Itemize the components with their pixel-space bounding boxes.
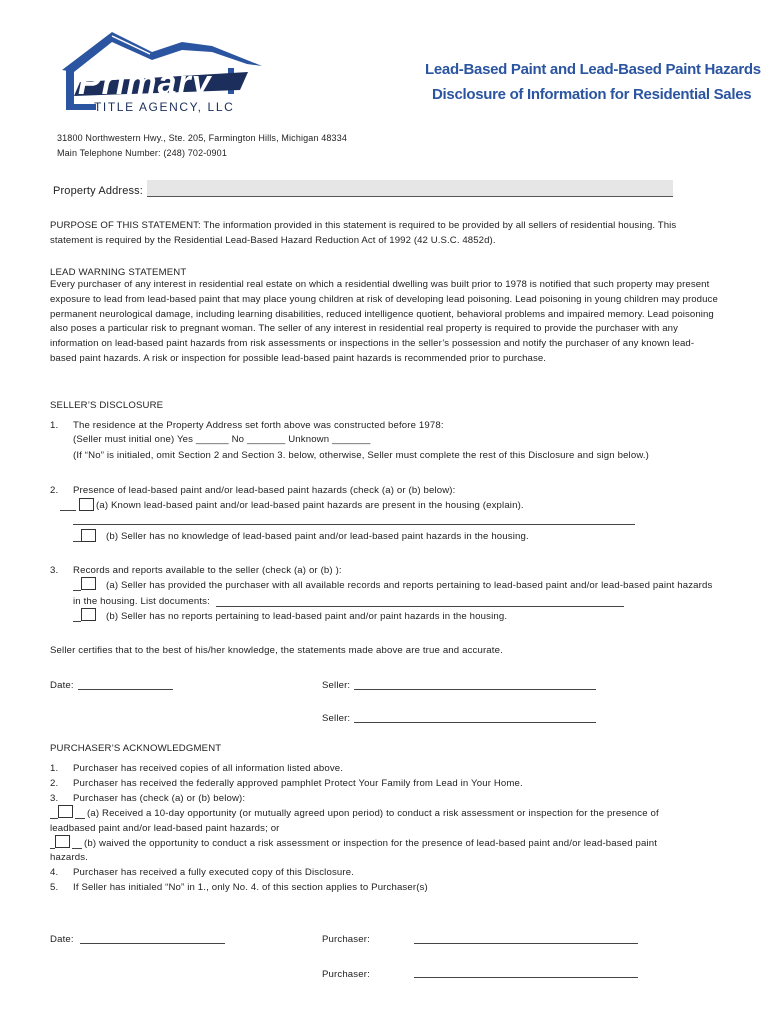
seller-2a-checkbox[interactable] <box>79 498 94 511</box>
checkbox-underline <box>73 621 81 622</box>
seller-item1-note: (If “No” is initialed, omit Section 2 and Section 3. below, otherwise, Seller must complete the rest of this Disclosure and sign below.) <box>73 450 650 461</box>
purchaser-item3: Purchaser has (check (a) or (b) below): <box>73 793 246 804</box>
purchaser-item-number: 2. <box>50 778 59 789</box>
purpose-statement: PURPOSE OF THIS STATEMENT: The information provided in this statement is required to be provided by all sellers of residential housing. This statement is required by the Residential Lead-Based Hazard Reduction Act of 1992 (42 U.S.C. 4852d). <box>50 220 677 246</box>
seller-certification: Seller certifies that to the best of his/her knowledge, the statements made above are true and accurate. <box>50 645 503 656</box>
list-documents-line[interactable] <box>216 606 624 607</box>
warning-text: Every purchaser of any interest in residential real estate on which a residential dwelling was built prior to 1978 is notified that such property may present exposure to lead from lead-based paint that may place young children at risk of developing lead poisoning. Lead poisoning in young children may produce permanent neurological damage, including learning disabilities, reduced intelligence quotient, behavioral problems and impaired memory. Lead poisoning also poses a particular risk to pregnant woman. The seller of any interest in residential real property is required to provide the purchaser with any information on lead-based paint hazards from risk assessments or inspections in the seller’s possession and notify the purchaser of any known lead-based paint hazards. A risk or inspection for possible lead-based paint hazards is recommended prior to purchase. <box>50 279 718 364</box>
purchaser-3a-text: (a) Received a 10-day opportunity (or mutually agreed upon period) to conduct a risk assessment or inspection for the presence of <box>87 808 659 819</box>
seller-item-number: 2. <box>50 485 59 496</box>
logo-subtitle: TITLE AGENCY, LLC <box>94 100 235 114</box>
seller-3a-text-cont: in the housing. List documents: <box>73 596 210 607</box>
purchaser-3a-text-cont: leadbased paint and/or lead-based paint hazards; or <box>50 823 280 834</box>
seller-signature-label: Seller: <box>322 713 351 724</box>
document-title-line1: Lead-Based Paint and Lead-Based Paint Hazards <box>425 61 761 78</box>
document-title-line2: Disclosure of Information for Residential Sales <box>432 86 752 103</box>
checkbox-underline <box>50 818 58 819</box>
seller-item-number: 3. <box>50 565 59 576</box>
purchaser-3b-text: (b) waived the opportunity to conduct a risk assessment or inspection for the presence of lead-based paint and/or lead-based paint <box>84 838 658 849</box>
seller-signature-label: Seller: <box>322 680 351 691</box>
seller-signature-line-2[interactable] <box>354 722 596 723</box>
purchaser-3b-text-cont: hazards. <box>50 852 88 863</box>
seller-item-number: 1. <box>50 420 59 431</box>
property-address-field[interactable] <box>147 180 673 197</box>
company-logo <box>52 24 282 119</box>
seller-3b-checkbox[interactable] <box>81 608 96 621</box>
explain-line[interactable] <box>73 524 635 525</box>
property-address-label: Property Address: <box>53 185 143 197</box>
seller-3a-text: (a) Seller has provided the purchaser with all available records and reports pertaining to lead-based paint and/or lead-based paint hazards <box>106 580 713 591</box>
seller-item1-text: The residence at the Property Address set forth above was constructed before 1978: <box>73 420 444 431</box>
checkbox-underline <box>72 848 82 849</box>
seller-2b-checkbox[interactable] <box>81 529 96 542</box>
seller-3b-text: (b) Seller has no reports pertaining to lead-based paint and/or paint hazards in the housing. <box>106 611 508 622</box>
seller-initials-line[interactable]: (Seller must initial one) Yes ______ No _______ Unknown _______ <box>73 434 371 445</box>
checkbox-underline <box>60 510 76 511</box>
purchaser-item2: Purchaser has received the federally approved pamphlet Protect Your Family from Lead in Your Home. <box>73 778 523 789</box>
purchaser-item-number: 4. <box>50 867 59 878</box>
seller-signature-line-1[interactable] <box>354 689 596 690</box>
checkbox-underline <box>73 541 81 542</box>
checkbox-underline <box>73 590 81 591</box>
purchaser-item-number: 5. <box>50 882 59 893</box>
purchaser-signature-label: Purchaser: <box>322 969 370 980</box>
company-address: 31800 Northwestern Hwy., Ste. 205, Farmington Hills, Michigan 48334 <box>57 133 348 143</box>
purchaser-signature-line-2[interactable] <box>414 977 638 978</box>
purchaser-heading: PURCHASER’S ACKNOWLEDGMENT <box>50 743 222 754</box>
checkbox-underline <box>50 848 55 849</box>
seller-date-line[interactable] <box>78 689 173 690</box>
checkbox-underline <box>75 818 85 819</box>
warning-heading: LEAD WARNING STATEMENT <box>50 267 187 278</box>
logo-brand-text: Primary <box>78 64 212 102</box>
seller-3a-checkbox[interactable] <box>81 577 96 590</box>
purchaser-date-line[interactable] <box>80 943 225 944</box>
seller-date-label: Date: <box>50 680 74 691</box>
purchaser-signature-label: Purchaser: <box>322 934 370 945</box>
company-phone: Main Telephone Number: (248) 702-0901 <box>57 148 227 158</box>
purchaser-item4: Purchaser has received a fully executed copy of this Disclosure. <box>73 867 355 878</box>
seller-disclosure-heading: SELLER’S DISCLOSURE <box>50 400 164 411</box>
seller-item3-text: Records and reports available to the seller (check (a) or (b) ): <box>73 565 342 576</box>
seller-2a-text: (a) Known lead-based paint and/or lead-based paint hazards are present in the housing (explain). <box>96 500 524 511</box>
purchaser-date-label: Date: <box>50 934 74 945</box>
purchaser-item-number: 1. <box>50 763 59 774</box>
purchaser-item-number: 3. <box>50 793 59 804</box>
seller-item2-text: Presence of lead-based paint and/or lead-based paint hazards (check (a) or (b) below): <box>73 485 456 496</box>
purchaser-signature-line-1[interactable] <box>414 943 638 944</box>
purchaser-item1: Purchaser has received copies of all information listed above. <box>73 763 344 774</box>
purchaser-3b-checkbox[interactable] <box>55 835 70 848</box>
seller-2b-text: (b) Seller has no knowledge of lead-based paint and/or lead-based paint hazards in the housing. <box>106 531 529 542</box>
purchaser-item5: If Seller has initialed “No” in 1., only No. 4. of this section applies to Purchaser(s) <box>73 882 428 893</box>
purchaser-3a-checkbox[interactable] <box>58 805 73 818</box>
